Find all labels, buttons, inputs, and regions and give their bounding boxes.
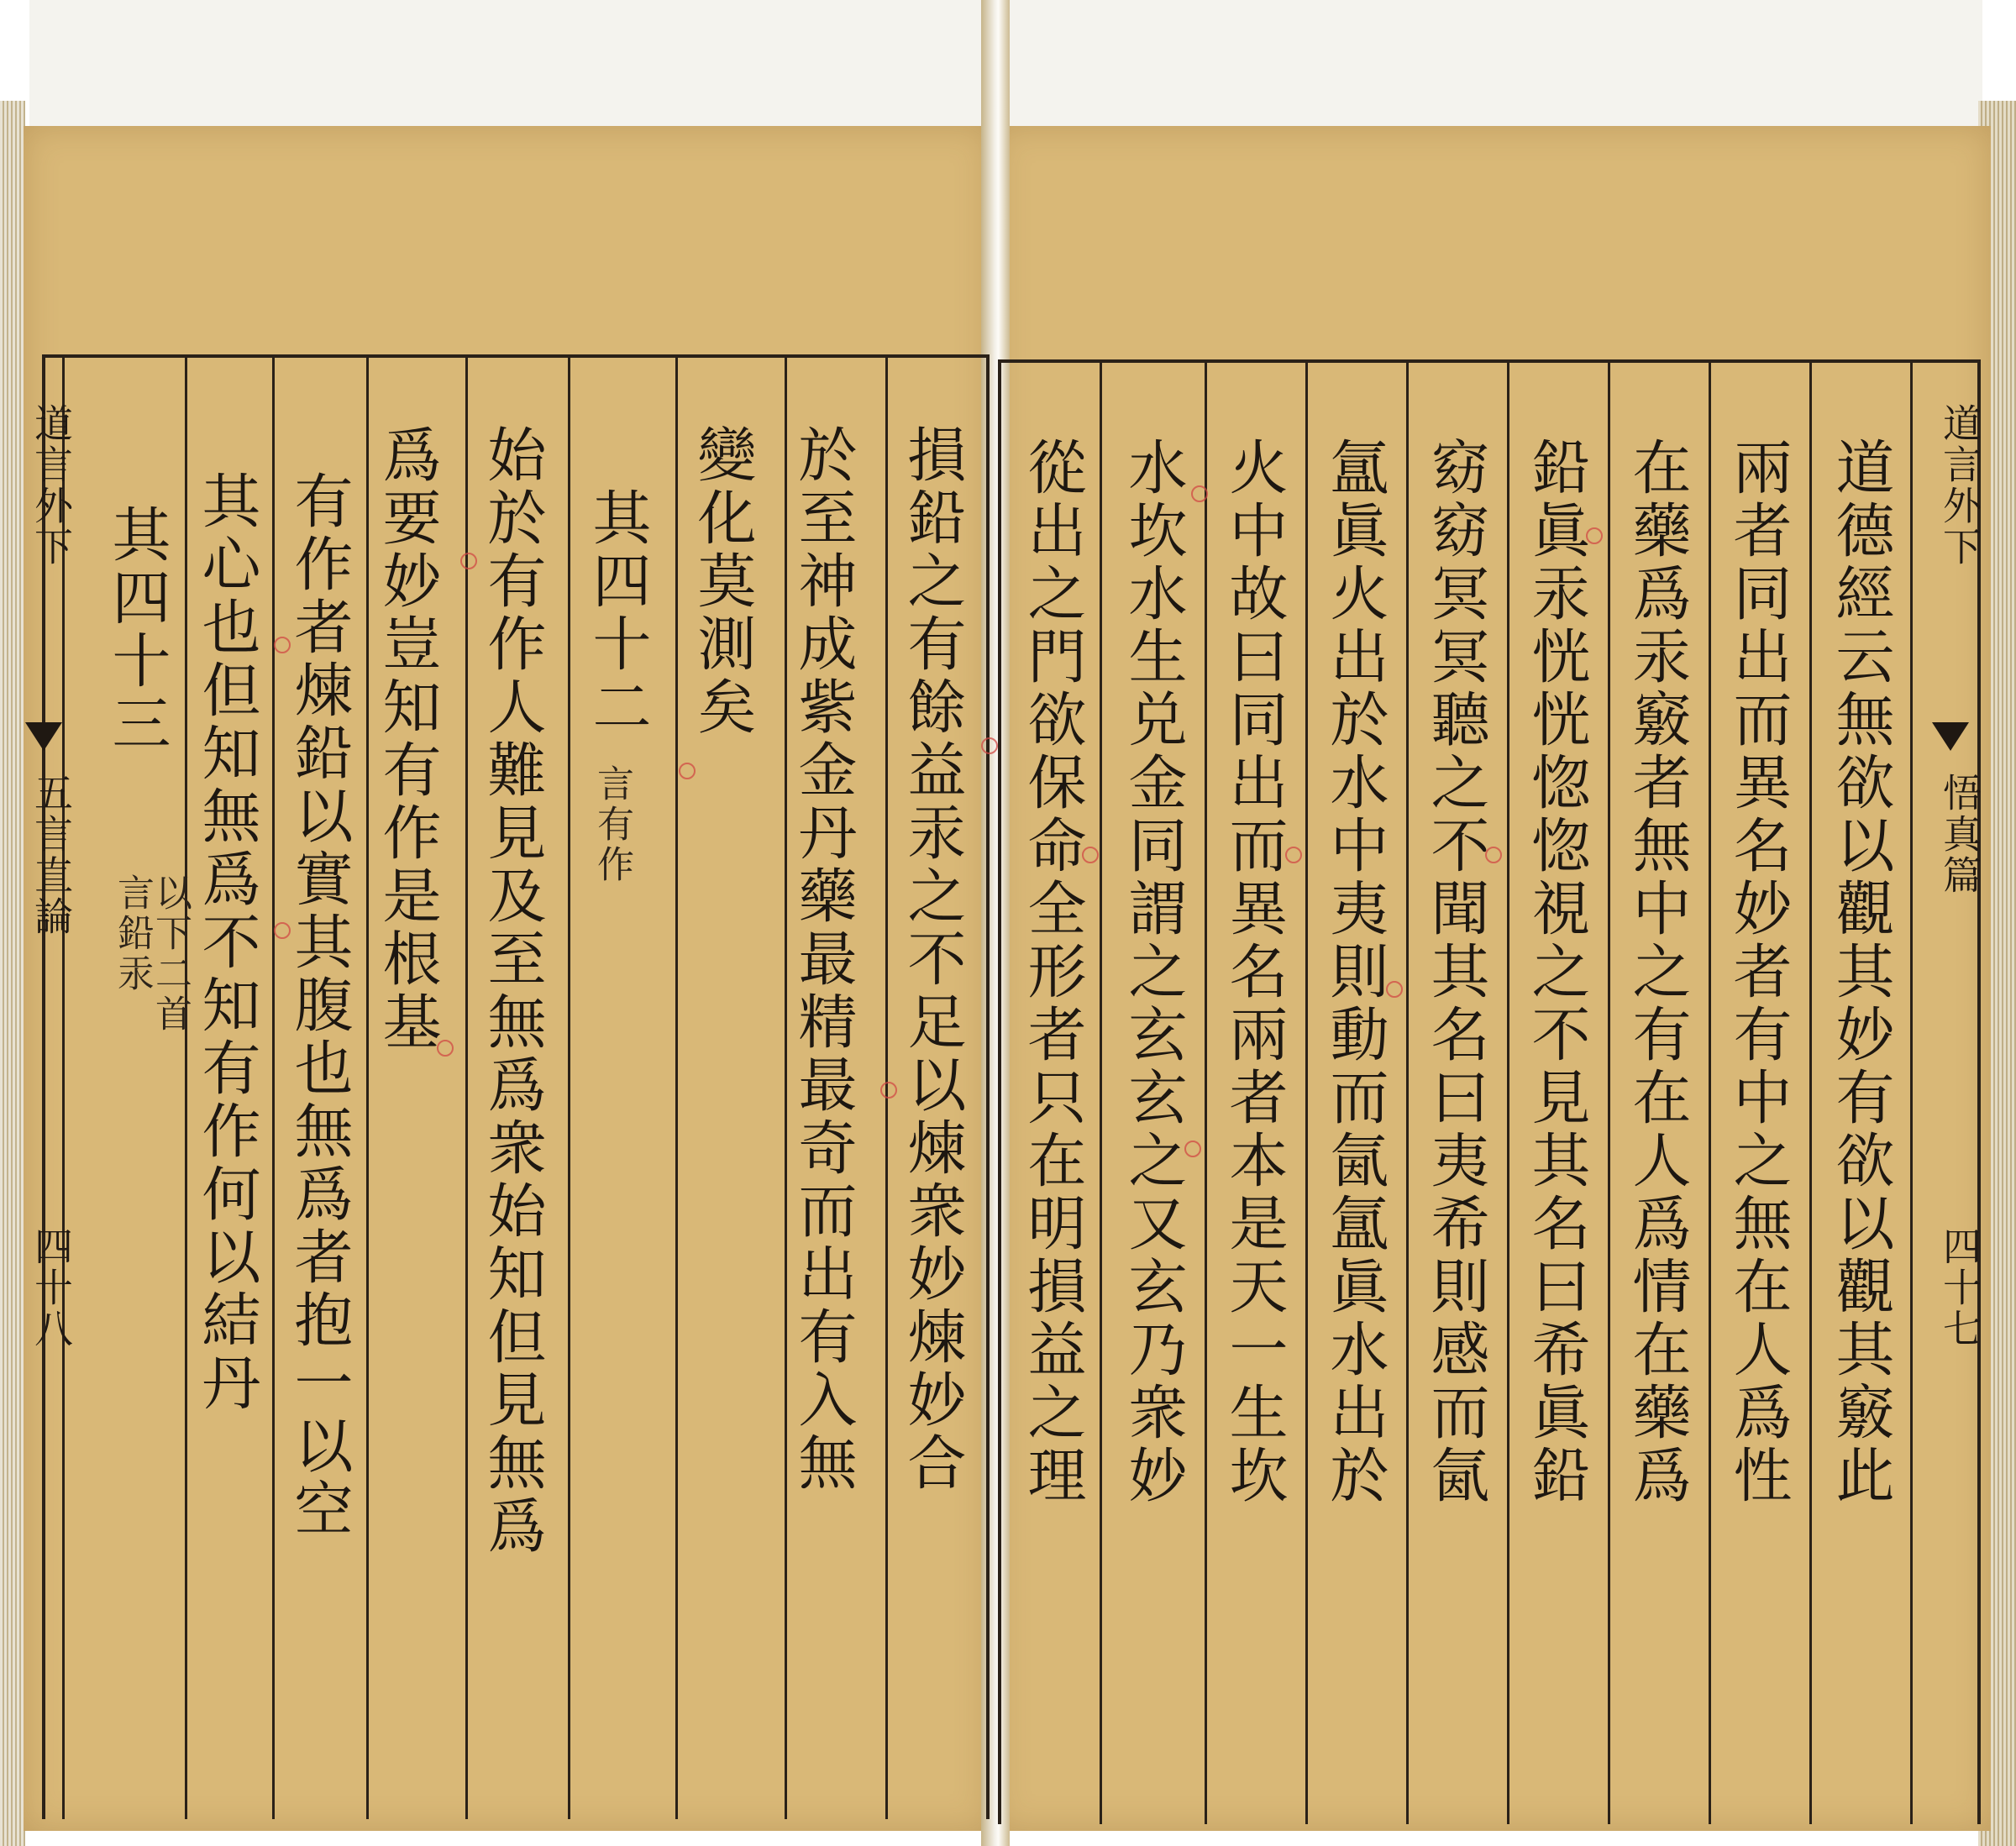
column-rule <box>1100 363 1102 1824</box>
column-rule <box>185 358 187 1819</box>
red-punctuation-mark <box>981 737 998 754</box>
text-column: 在藥爲汞竅者無中之有在人爲情在藥爲 <box>1623 437 1692 1508</box>
red-punctuation-mark <box>274 637 291 653</box>
left-folio-number: 四十八 <box>29 1226 74 1350</box>
red-punctuation-mark <box>1285 847 1302 863</box>
text-column: 變化莫測矣 <box>688 424 757 739</box>
text-column: 始於有作人難見及至無爲衆始知但見無爲 <box>478 424 547 1558</box>
red-punctuation-mark <box>437 1040 454 1057</box>
column-rule <box>1305 363 1308 1824</box>
column-rule <box>1809 363 1812 1824</box>
left-margin-section: 五言直論 <box>29 773 74 937</box>
text-column: 有作者煉鉛以實其腹也無爲者抱一以空 <box>285 470 354 1541</box>
small-annotation: 言有作 <box>591 764 633 885</box>
red-punctuation-mark <box>880 1082 897 1099</box>
column-rule <box>272 358 275 1819</box>
small-annotation: 言鉛汞 <box>111 873 154 994</box>
red-punctuation-mark <box>679 763 696 779</box>
column-rule <box>1507 363 1509 1824</box>
column-rule <box>1709 363 1711 1824</box>
right-margin-section: 悟真篇 <box>1937 773 1982 896</box>
red-punctuation-mark <box>460 553 477 569</box>
red-punctuation-mark <box>1586 527 1603 544</box>
text-column: 鉛眞汞恍恍惚惚視之不見其名曰希眞鉛 <box>1522 437 1591 1508</box>
red-punctuation-mark <box>1184 1141 1201 1157</box>
right-page-top-paper <box>995 0 1982 143</box>
text-column: 其四十三 <box>102 504 171 756</box>
text-column: 水坎水生兑金同謂之玄玄之又玄乃衆妙 <box>1119 437 1188 1508</box>
text-column: 爲要妙豈知有作是根基 <box>373 424 442 1054</box>
text-column: 火中故曰同出而異名兩者本是天一生坎 <box>1220 437 1289 1508</box>
column-rule <box>62 358 65 1819</box>
column-rule <box>1608 363 1610 1824</box>
right-fishtail-mark <box>1932 722 1969 751</box>
text-column: 氲眞火出於水中夷則動而氤氲眞水出於 <box>1320 437 1389 1508</box>
left-page-edges <box>0 101 25 1846</box>
red-punctuation-mark <box>1386 981 1403 998</box>
red-punctuation-mark <box>1485 847 1502 863</box>
text-column: 兩者同出而異名妙者有中之無在人爲性 <box>1724 437 1793 1508</box>
red-punctuation-mark <box>1082 847 1099 863</box>
column-rule <box>465 358 468 1819</box>
text-column: 從出之門欲保命全形者只在明損益之理 <box>1018 437 1087 1508</box>
column-rule <box>675 358 678 1819</box>
left-margin-title: 道言外下 <box>29 403 74 568</box>
text-column: 道德經云無欲以觀其妙有欲以觀其竅此 <box>1826 437 1895 1508</box>
text-column: 於至神成紫金丹藥最精最奇而出有入無 <box>789 424 858 1495</box>
right-margin-title: 道言外下 <box>1937 403 1982 568</box>
column-rule <box>785 358 787 1819</box>
text-column: 損鉛之有餘益汞之不足以煉衆妙煉妙合 <box>898 424 967 1495</box>
left-page-top-paper <box>29 0 995 143</box>
text-column: 其四十二 <box>583 487 652 739</box>
column-rule <box>568 358 570 1819</box>
red-punctuation-mark <box>1191 485 1208 502</box>
text-column: 窈窈冥冥聽之不聞其名曰夷希則感而氤 <box>1421 437 1490 1508</box>
right-folio-number: 四十七 <box>1937 1226 1982 1350</box>
column-rule <box>1910 363 1913 1824</box>
column-rule <box>366 358 369 1819</box>
small-annotation: 以下二首 <box>149 873 192 1035</box>
column-rule <box>1406 363 1409 1824</box>
column-rule <box>1205 363 1207 1824</box>
left-fishtail-mark <box>25 722 62 751</box>
red-punctuation-mark <box>274 922 291 939</box>
text-column: 其心也但知無爲不知有作何以結丹 <box>192 470 261 1415</box>
